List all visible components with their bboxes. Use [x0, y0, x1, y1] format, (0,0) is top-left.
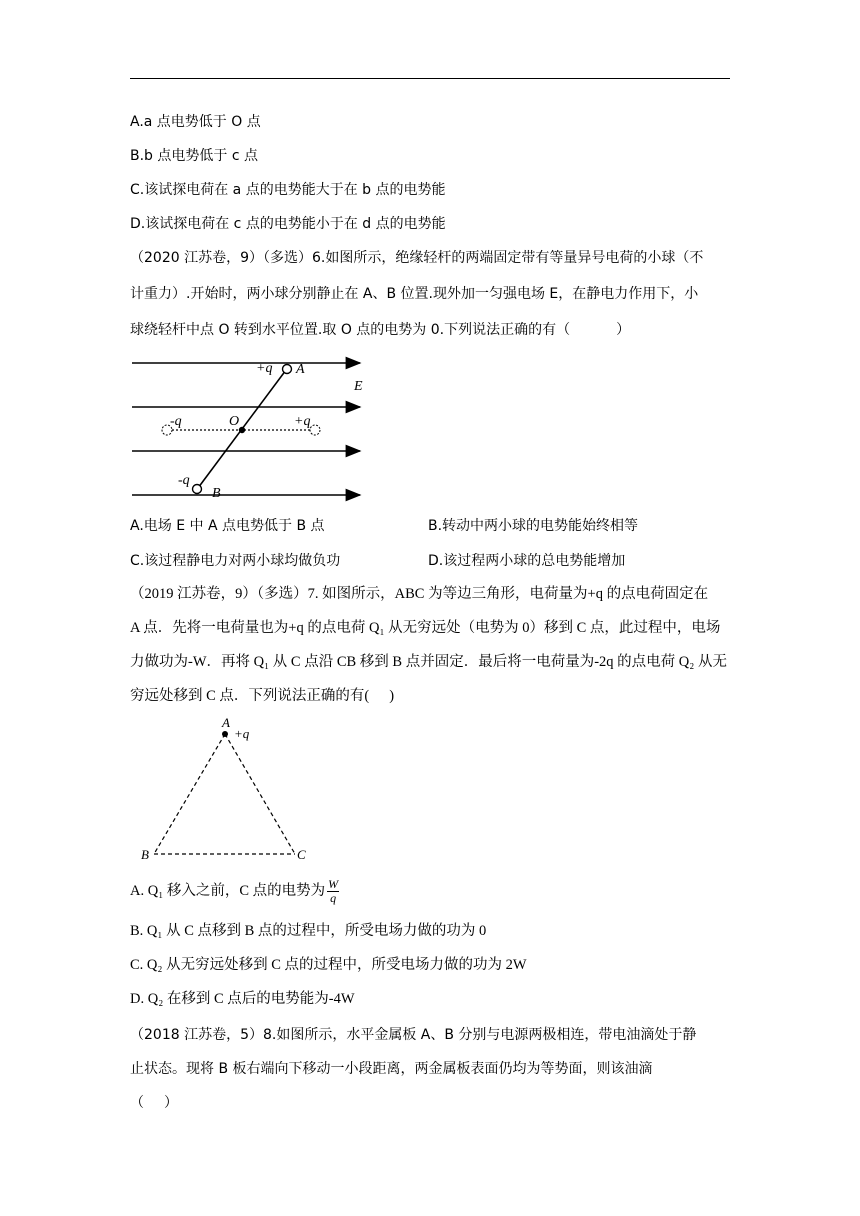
triangle-side-ab: [154, 734, 225, 854]
q5-option-a: A.a 点电势低于 O 点: [130, 114, 261, 130]
q7-figure: [130, 712, 330, 867]
q6-stem-line1: （2020 江苏卷，9）（多选）6.如图所示，绝缘轻杆的两端固定带有等量异号电荷的小球（不: [130, 250, 704, 266]
q6-stem-line3: 球绕轻杆中点 O 转到水平位置.取 O 点的电势为 0.下列说法正确的有（: [130, 322, 571, 338]
ball-right-dashed: [310, 425, 320, 435]
q7-stem-line4: 穷远处移到 C 点．下列说法正确的有(: [130, 688, 370, 704]
center-point-o: [239, 427, 245, 433]
triangle-side-ac: [225, 734, 295, 854]
label-a: A: [222, 715, 230, 730]
q6-stem-line2: 计重力）.开始时，两小球分别静止在 A、B 位置.现外加一匀强电场 E，在静电力作用下，小: [130, 286, 699, 302]
ball-b: [193, 485, 202, 494]
label-plus-q-right: +q: [294, 414, 311, 429]
q7-option-a: A. Q₁ 移入之前，C 点的电势为: [130, 882, 326, 899]
q8-stem-line2: 止状态。现将 B 板右端向下移动一小段距离，两金属板表面仍均为等势面，则该油滴: [130, 1061, 653, 1077]
q8-stem-line3: （: [130, 1095, 144, 1111]
label-c: C: [297, 847, 306, 862]
q5-option-d: D.该试探电荷在 c 点的电势能小于在 d 点的电势能: [130, 216, 446, 232]
q8-stem-line3-close: ）: [164, 1095, 178, 1111]
q6-option-a: A.电场 E 中 A 点电势低于 B 点: [130, 518, 325, 534]
q6-option-d: D.该过程两小球的总电势能增加: [428, 553, 626, 569]
q5-option-b: B.b 点电势低于 c 点: [130, 148, 258, 164]
q6-option-b: B.转动中两小球的电势能始终相等: [428, 518, 639, 534]
q5-option-c: C.该试探电荷在 a 点的电势能大于在 b 点的电势能: [130, 182, 446, 198]
label-b: B: [212, 486, 221, 501]
charge-at-a: [222, 731, 228, 737]
label-plus-q: +q: [234, 726, 250, 741]
q7-option-a-wrap: [130, 878, 339, 905]
label-minus-q-bottom: -q: [178, 473, 190, 488]
label-a: A: [296, 362, 305, 377]
q6-stem-line3-close: ）: [616, 322, 631, 338]
q7-option-d: D. Q₂ 在移到 C 点后的电势能为-4W: [130, 991, 355, 1007]
label-b: B: [141, 847, 149, 862]
q7-stem-line4-wrap: [130, 686, 394, 706]
q7-option-b: B. Q₁ 从 C 点移到 B 点的过程中，所受电场力做的功为 0: [130, 923, 487, 939]
label-o: O: [229, 414, 240, 429]
ball-a: [283, 365, 292, 374]
label-e: E: [354, 379, 363, 394]
q8-stem-line1: （2018 江苏卷，5）8.如图所示，水平金属板 A、B 分别与电源两极相连，带电油滴处于静: [130, 1027, 697, 1043]
q6-option-c: C.该过程静电力对两小球均做负功: [130, 553, 341, 569]
fraction-w-over-q: $\frac{W}{q}$: [328, 877, 339, 905]
q7-stem-line2: A 点．先将一电荷量也为+q 的点电荷 Q₁ 从无穷远处（电势为 0）移到 C 点，此过程中，电场: [130, 620, 721, 636]
q6-stem-line3-wrap: [130, 320, 630, 340]
q6-figure: [130, 352, 375, 507]
header-rule: [130, 78, 730, 79]
q7-stem-line4-close: ): [389, 688, 395, 704]
label-minus-q-left: -q: [170, 414, 182, 429]
q7-stem-line1: （2019 江苏卷，9）（多选）7. 如图所示，ABC 为等边三角形，电荷量为+q 的点电荷固定在: [130, 586, 709, 602]
q7-stem-line3: 力做功为-W．再将 Q₁ 从 C 点沿 CB 移到 B 点并固定．最后将一电荷量为-2q 的点电荷 Q₂ 从无: [130, 654, 727, 670]
q7-option-c: C. Q₂ 从无穷远处移到 C 点的过程中，所受电场力做的功为 2W: [130, 957, 527, 973]
label-plus-q-top: +q: [256, 361, 273, 376]
q8-stem-line3-wrap: [130, 1093, 178, 1113]
